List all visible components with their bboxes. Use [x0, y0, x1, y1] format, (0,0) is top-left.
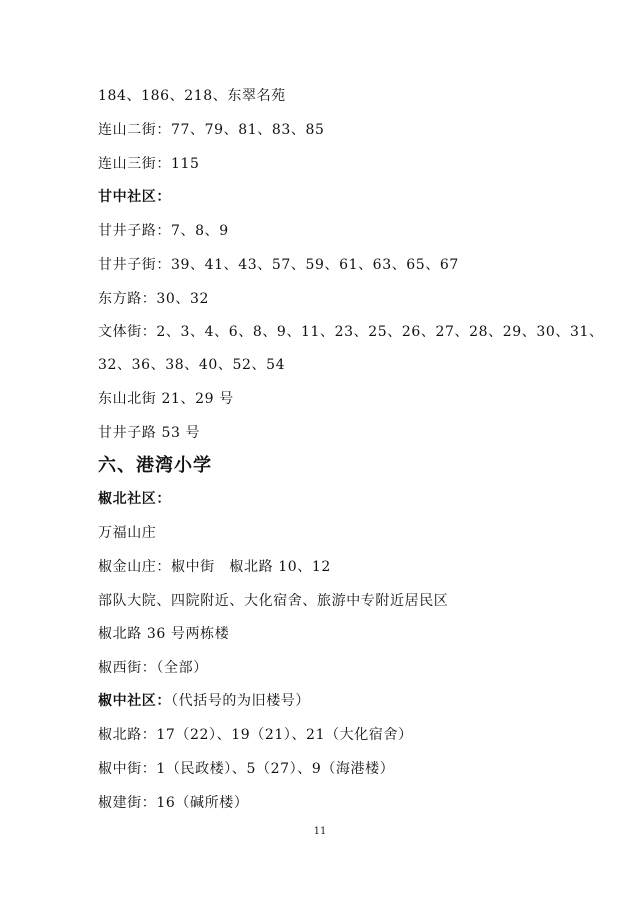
- address-line: 椒西街：（全部）: [98, 660, 208, 676]
- address-line: 甘井子路 53 号: [98, 425, 201, 441]
- address-line: 部队大院、四院附近、大化宿舍、旅游中专附近居民区: [98, 593, 449, 609]
- address-line: 连山三街：115: [98, 156, 200, 172]
- address-line: 32、36、38、40、52、54: [98, 357, 286, 373]
- address-line: 文体街：2、3、4、6、8、9、11、23、25、26、27、28、29、30、31、: [98, 324, 604, 340]
- school-heading: 六、港湾小学: [98, 455, 212, 476]
- community-heading: 椒中社区：: [98, 693, 171, 709]
- address-line: 椒北路：17（22）、19（21）、21（大化宿舍）: [98, 727, 413, 743]
- community-heading: 甘中社区：: [98, 189, 171, 205]
- address-line: 东方路：30、32: [98, 291, 210, 307]
- address-line: 椒中街：1（民政楼）、5（27）、9（海港楼）: [98, 761, 395, 777]
- address-line: 甘井子街：39、41、43、57、59、61、63、65、67: [98, 257, 459, 273]
- address-line: 椒建街：16（碱所楼）: [98, 795, 249, 811]
- page-number: 11: [313, 826, 327, 837]
- community-line: [98, 692, 310, 710]
- address-line: 万福山庄: [98, 525, 157, 541]
- address-line: 连山二街：77、79、81、83、85: [98, 122, 325, 138]
- address-line: 甘井子路：7、8、9: [98, 223, 229, 239]
- address-line: 椒金山庄：椒中街 椒北路 10、12: [98, 559, 331, 575]
- community-note: （代括号的为旧楼号）: [171, 693, 310, 709]
- address-line: 东山北街 21、29 号: [98, 391, 234, 407]
- address-line: 184、186、218、东翠名苑: [98, 88, 286, 104]
- address-line: 椒北路 36 号两栋楼: [98, 626, 230, 642]
- community-heading: 椒北社区：: [98, 491, 171, 507]
